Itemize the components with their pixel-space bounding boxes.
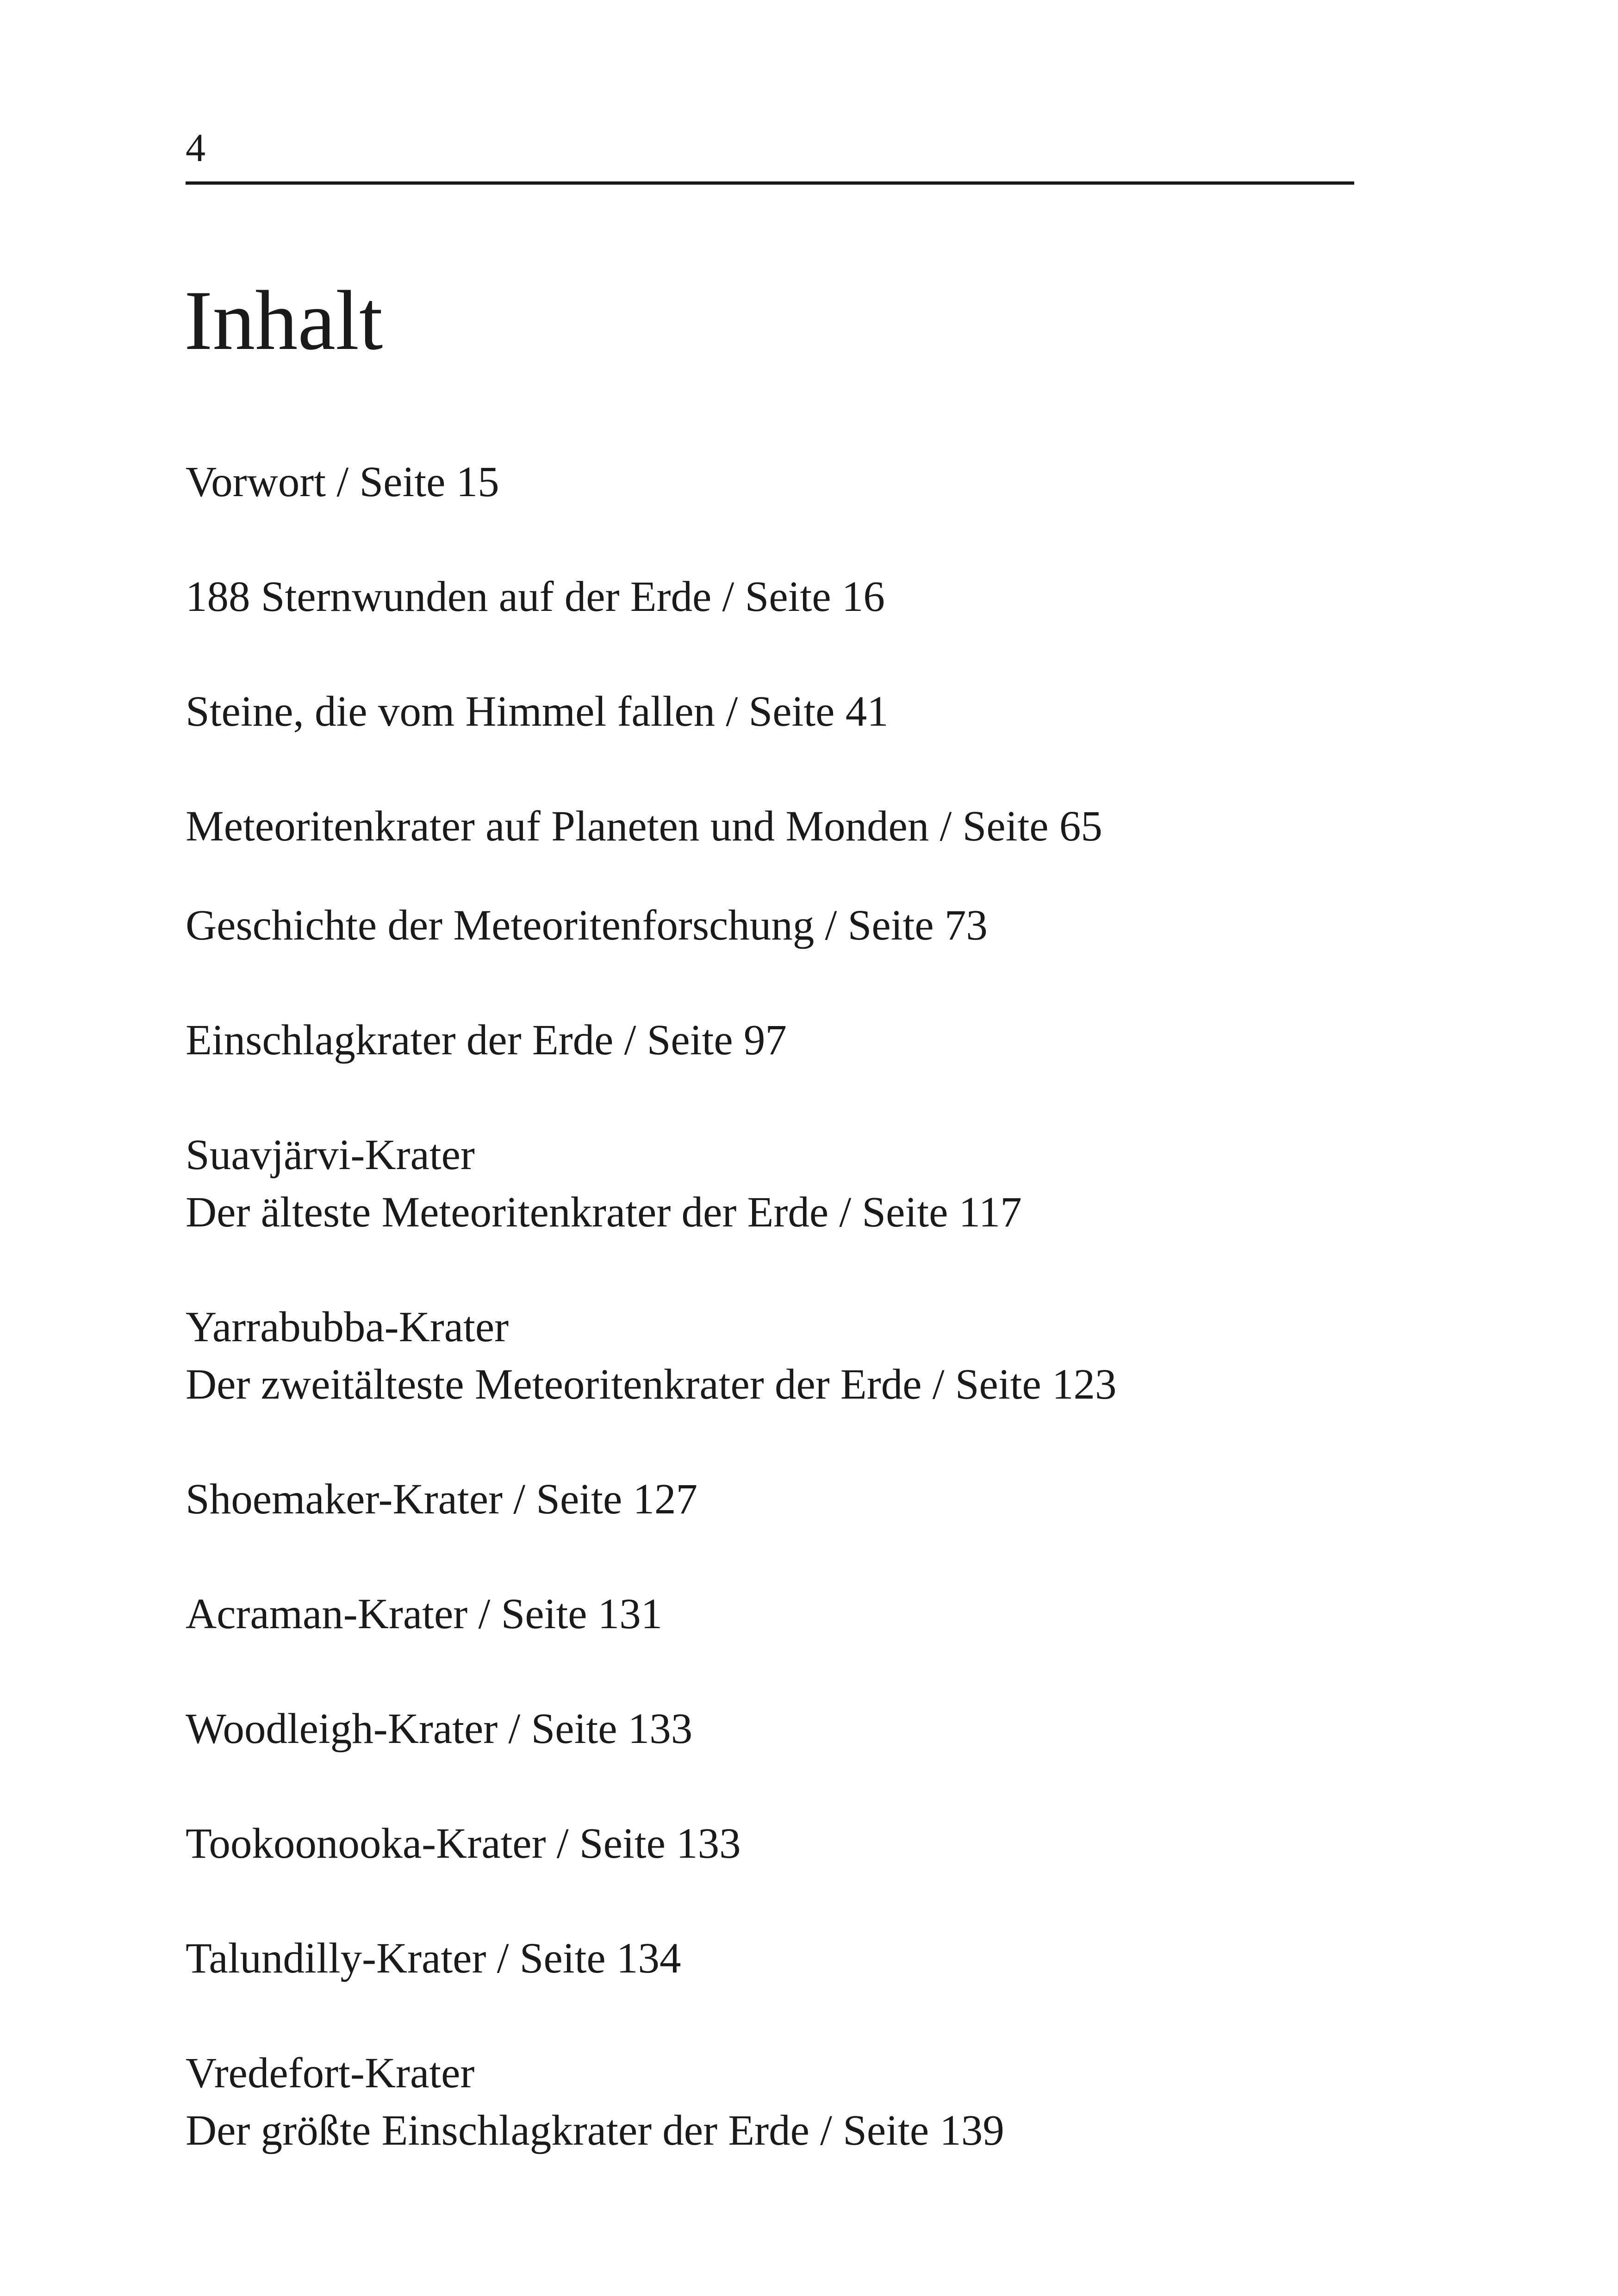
toc-entry-line: 188 Sternwunden auf der Erde / Seite 16 xyxy=(186,573,885,621)
toc-entry-line: Einschlagkrater der Erde / Seite 97 xyxy=(186,1016,787,1064)
page-number: 4 xyxy=(186,125,205,170)
toc-entry xyxy=(186,683,889,740)
toc-entry-line: Der größte Einschlagkrater der Erde / Seite 139 xyxy=(186,2107,1004,2154)
toc-entry xyxy=(186,897,988,954)
toc-entry xyxy=(186,1815,741,1873)
toc-entry-line: Vredefort-Krater xyxy=(186,2049,475,2097)
toc-entry-line: Vorwort / Seite 15 xyxy=(186,458,499,506)
toc-entry-line: Geschichte der Meteoritenforschung / Seite 73 xyxy=(186,902,988,949)
toc-entry-line: Acraman-Krater / Seite 131 xyxy=(186,1590,663,1638)
toc-entry xyxy=(186,1471,697,1528)
toc-entry-line: Meteoritenkrater auf Planeten und Monden / Seite 65 xyxy=(186,803,1102,850)
toc-entry-line: Suavjärvi-Krater xyxy=(186,1131,475,1179)
toc-entry xyxy=(186,1586,662,1643)
toc-entry-line: Der zweitälteste Meteoritenkrater der Erde / Seite 123 xyxy=(186,1361,1117,1408)
toc-entry-line: Der älteste Meteoritenkrater der Erde / Seite 117 xyxy=(186,1188,1022,1236)
header-rule xyxy=(186,181,1354,185)
toc-entry-line: Yarrabubba-Krater xyxy=(186,1303,509,1351)
page-title: Inhalt xyxy=(184,273,383,367)
toc-entry-line: Tookoonooka-Krater / Seite 133 xyxy=(186,1820,741,1867)
toc-entry xyxy=(186,2045,1004,2159)
toc-entry xyxy=(186,568,885,626)
toc-entry xyxy=(186,1126,1022,1241)
toc-entry-line: Shoemaker-Krater / Seite 127 xyxy=(186,1475,698,1523)
toc-entry-line: Talundilly-Krater / Seite 134 xyxy=(186,1935,681,1982)
toc-entry xyxy=(186,1012,787,1069)
toc-entry-line: Woodleigh-Krater / Seite 133 xyxy=(186,1705,693,1753)
toc-entry xyxy=(186,1930,681,1987)
toc-entry xyxy=(186,798,1102,855)
toc-entry xyxy=(186,1299,1117,1413)
toc-entry-line: Steine, die vom Himmel fallen / Seite 41 xyxy=(186,688,889,735)
toc-entry xyxy=(186,454,499,511)
toc-entry xyxy=(186,1700,692,1758)
